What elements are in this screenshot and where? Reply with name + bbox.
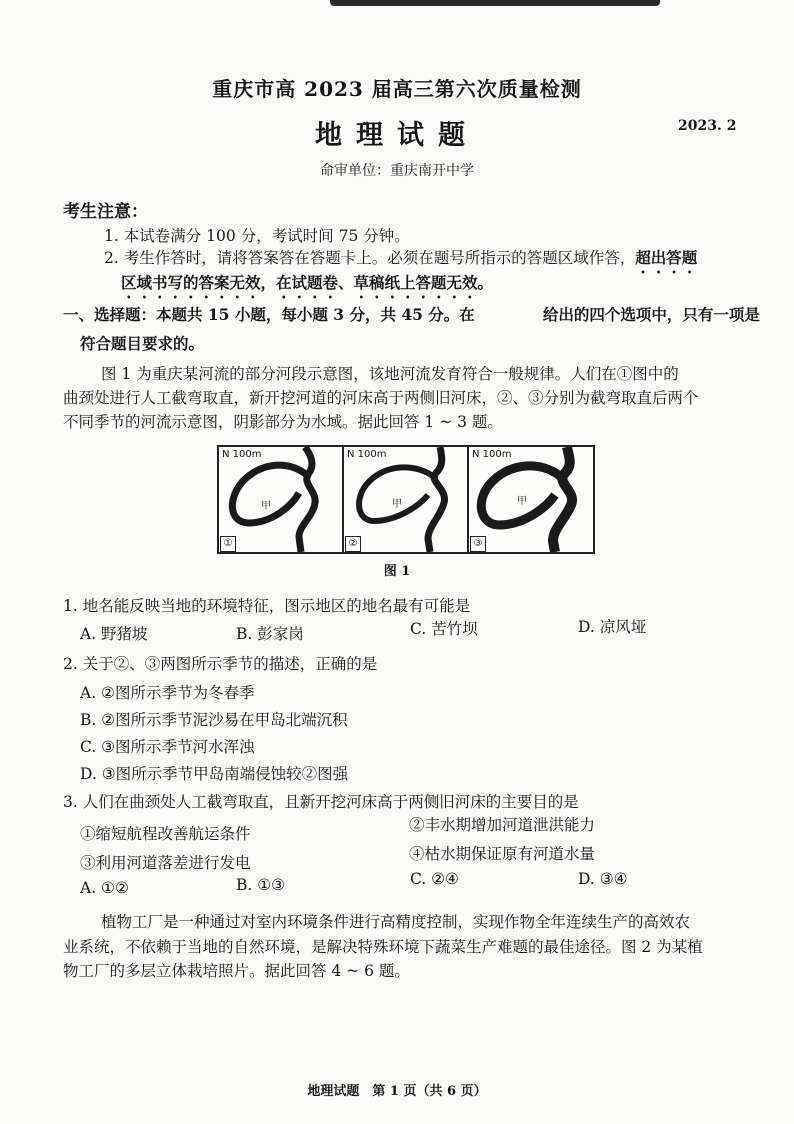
river-map-1 — [219, 447, 343, 552]
notice-heading: 考生注意： — [63, 202, 148, 222]
notice-item-2-line-2: 区域书写的答案无效，在试题卷、草稿纸上答题无效。 — [121, 273, 494, 292]
figure-1-panel-3 — [467, 445, 595, 554]
section-1-heading-part-1: 一、选择题：本题共 15 小题，每小题 3 分，共 45 分。在 — [63, 305, 475, 324]
scale-bar-3: N 100m — [472, 449, 512, 460]
question-2-option-b[interactable]: B. ②图所示季节泥沙易在甲岛北端沉积 — [80, 711, 348, 729]
figure-1-caption: 图 1 — [383, 564, 411, 579]
panel-number-3: ③ — [470, 536, 486, 552]
question-3-option-d[interactable]: D. ③④ — [578, 870, 628, 888]
question-2-option-c[interactable]: C. ③图所示季节河水浑浊 — [80, 738, 255, 756]
question-1-option-d[interactable]: D. 凉风垭 — [578, 618, 647, 636]
panel-number-1: ① — [220, 536, 236, 552]
scale-bar-2: N 100m — [347, 449, 387, 460]
page-footer: 地理试题 第 1 页（共 6 页） — [307, 1084, 487, 1099]
question-2-stem: 2. 关于②、③两图所示季节的描述，正确的是 — [63, 655, 378, 673]
island-label-2: 甲 — [392, 499, 402, 510]
question-2-option-d[interactable]: D. ③图所示季节甲岛南端侵蚀较②图强 — [80, 765, 349, 783]
question-3-option-c[interactable]: C. ②④ — [410, 870, 459, 888]
question-3-item-2: ②丰水期增加河道泄洪能力 — [409, 816, 596, 834]
question-3-item-4: ④枯水期保证原有河道水量 — [409, 845, 596, 863]
question-3-item-1: ①缩短航程改善航运条件 — [80, 825, 251, 843]
compiling-unit: 命审单位：重庆南开中学 — [320, 163, 474, 179]
question-3-stem: 3. 人们在曲颈处人工截弯取直，且新开挖河床高于两侧旧河床的主要目的是 — [63, 793, 579, 811]
question-1-option-c[interactable]: C. 苦竹坝 — [410, 620, 478, 638]
exam-title: 重庆市高 2023 届高三第六次质量检测 — [212, 77, 582, 101]
question-3-item-3: ③利用河道落差进行发电 — [80, 854, 251, 872]
passage-1-line-3: 不同季节的河流示意图，阴影部分为水域。据此回答 1 ~ 3 题。 — [63, 413, 503, 431]
figure-1-panel-2 — [342, 445, 470, 554]
notice-item-1: 1. 本试卷满分 100 分，考试时间 75 分钟。 — [104, 227, 410, 245]
question-1-stem: 1. 地名能反映当地的环境特征，图示地区的地名最有可能是 — [63, 597, 471, 615]
scale-bar-1: N 100m — [222, 449, 262, 460]
passage-2-line-3: 物工厂的多层立体栽培照片。据此回答 4 ~ 6 题。 — [63, 962, 410, 980]
question-3-option-b[interactable]: B. ①③ — [236, 876, 286, 894]
notice-item-2-emphasis: 超出答题 — [635, 248, 698, 267]
passage-2-line-2: 业系统，不依赖于当地的自然环境，是解决特殊环境下蔬菜生产难题的最佳途径。图 2 为某植 — [63, 938, 703, 956]
section-1-heading-part-2: 给出的四个选项中，只有一项是 — [542, 305, 760, 324]
subject-title: 地理试题 — [315, 120, 479, 151]
top-edge-mark — [330, 0, 660, 6]
passage-1-line-2: 曲颈处进行人工截弯取直，新开挖河道的河床高于两侧旧河床，②、③分别为截弯取直后两个 — [63, 389, 699, 407]
section-1-heading — [63, 303, 760, 325]
figure-1-panel-1 — [217, 445, 345, 554]
river-map-3 — [469, 447, 593, 552]
island-label-3: 甲 — [517, 496, 527, 507]
panel-number-2: ② — [345, 536, 361, 552]
section-1-heading-line-2: 符合题目要求的。 — [80, 334, 205, 353]
exam-date: 2023. 2 — [678, 118, 737, 134]
island-label-1: 甲 — [261, 501, 271, 512]
passage-1-line-1: 图 1 为重庆某河流的部分河段示意图，该地河流发育符合一般规律。人们在①图中的 — [101, 365, 679, 383]
river-map-2 — [344, 447, 468, 552]
question-2-option-a[interactable]: A. ②图所示季节为冬春季 — [80, 684, 255, 702]
passage-2-line-1: 植物工厂是一种通过对室内环境条件进行高精度控制，实现作物全年连续生产的高效农 — [101, 913, 691, 931]
notice-item-2-text: 2. 考生作答时，请将答案答在答题卡上。必须在题号所指示的答题区域作答， — [104, 249, 636, 267]
question-1-option-b[interactable]: B. 彭家岗 — [236, 625, 304, 643]
question-1-option-a[interactable]: A. 野猪坡 — [80, 625, 148, 643]
question-3-option-a[interactable]: A. ①② — [80, 879, 129, 897]
